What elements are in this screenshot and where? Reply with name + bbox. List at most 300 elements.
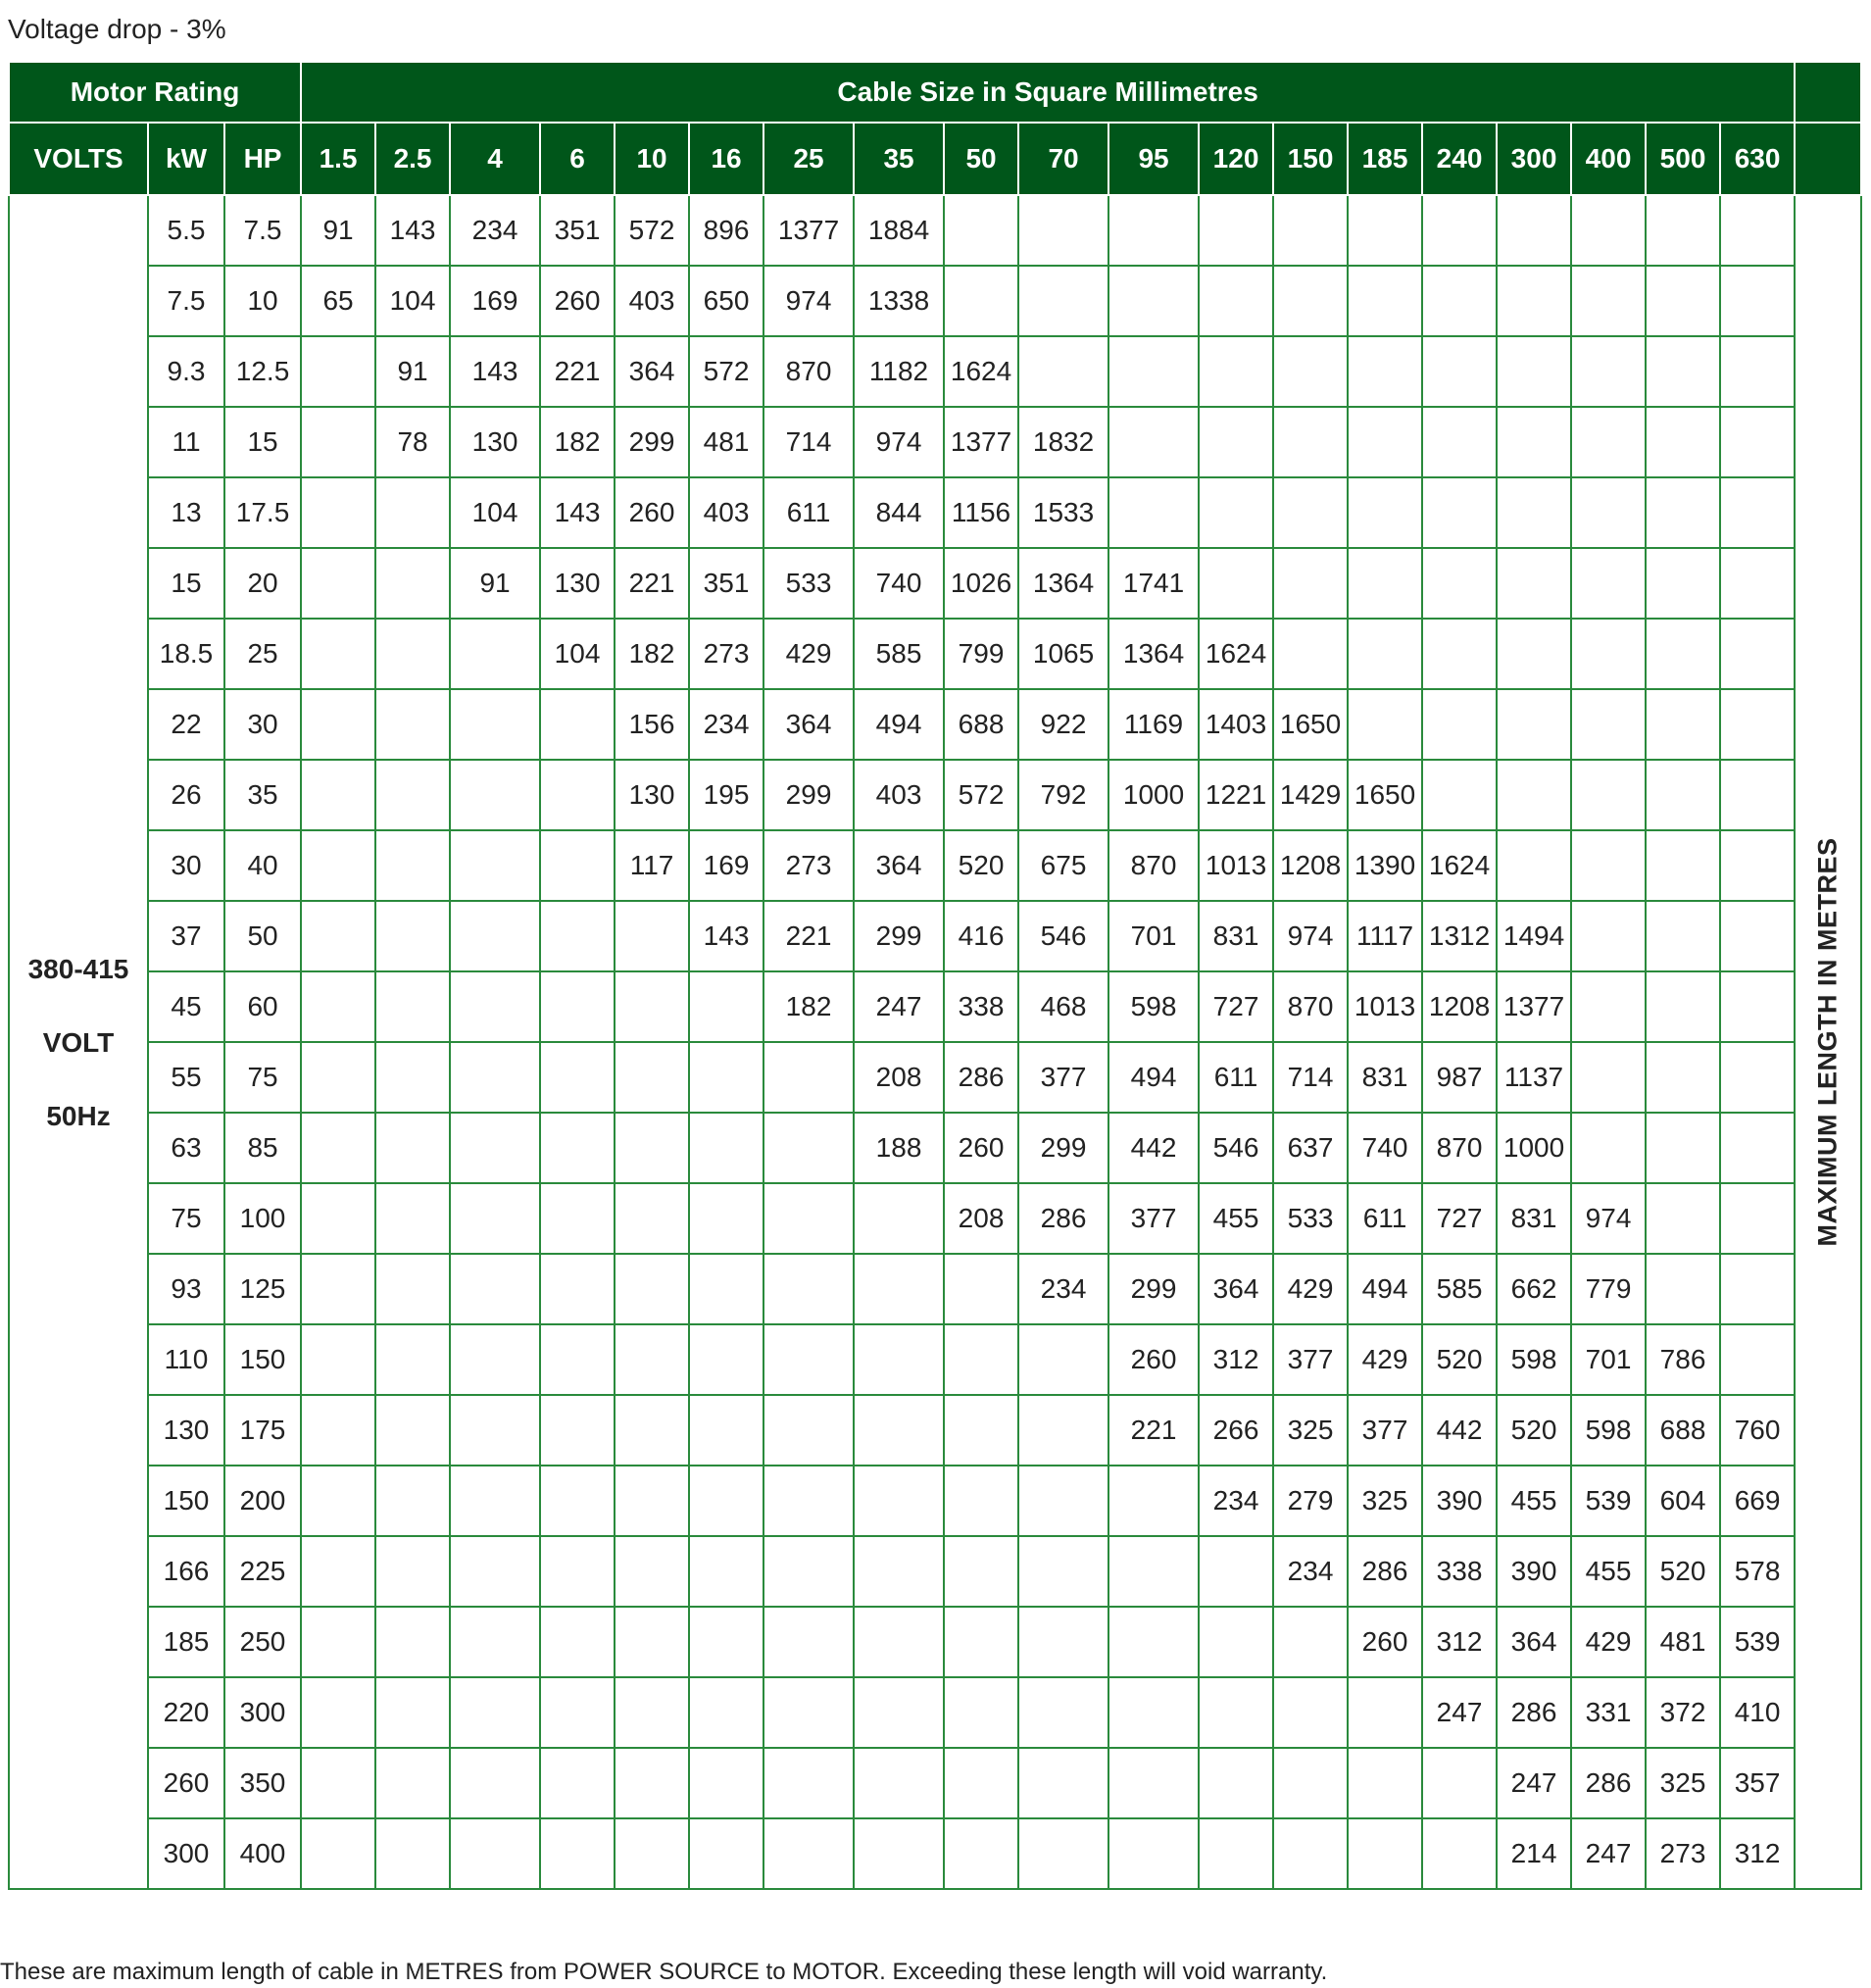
length-cell	[1646, 548, 1720, 619]
kw-cell: 7.5	[148, 266, 224, 336]
kw-cell: 63	[148, 1113, 224, 1183]
length-cell	[944, 1324, 1018, 1395]
length-cell	[301, 619, 375, 689]
length-cell	[301, 336, 375, 407]
length-cell	[763, 1113, 854, 1183]
length-cell: 974	[854, 407, 944, 477]
hp-cell: 250	[224, 1607, 301, 1677]
side-label-cell	[1795, 195, 1861, 1889]
cable-size-column-header: 95	[1108, 123, 1199, 195]
length-cell: 1429	[1273, 760, 1348, 830]
length-cell	[1720, 1254, 1795, 1324]
length-cell: 1533	[1018, 477, 1108, 548]
length-cell: 442	[1422, 1395, 1497, 1466]
length-cell	[1497, 689, 1571, 760]
length-cell: 143	[540, 477, 615, 548]
length-cell	[944, 195, 1018, 266]
length-cell: 364	[1497, 1607, 1571, 1677]
hp-cell: 150	[224, 1324, 301, 1395]
length-cell: 1013	[1348, 971, 1422, 1042]
length-cell	[540, 1395, 615, 1466]
length-cell: 572	[689, 336, 763, 407]
length-cell	[540, 1324, 615, 1395]
length-cell: 546	[1018, 901, 1108, 971]
length-cell	[540, 1607, 615, 1677]
length-cell: 312	[1720, 1818, 1795, 1889]
cable-size-column-header: 70	[1018, 123, 1108, 195]
length-cell: 234	[1273, 1536, 1348, 1607]
length-cell	[1571, 619, 1646, 689]
length-cell: 221	[763, 901, 854, 971]
table-row	[9, 1748, 1861, 1818]
length-cell	[375, 901, 450, 971]
hp-column-header: HP	[224, 123, 301, 195]
cable-size-column-header: 25	[763, 123, 854, 195]
length-cell	[1199, 1677, 1273, 1748]
length-cell: 377	[1108, 1183, 1199, 1254]
length-cell: 870	[763, 336, 854, 407]
length-cell	[1422, 689, 1497, 760]
length-cell	[1108, 1818, 1199, 1889]
kw-cell: 185	[148, 1607, 224, 1677]
length-cell	[1273, 407, 1348, 477]
length-cell: 208	[944, 1183, 1018, 1254]
motor-rating-header: Motor Rating	[9, 62, 301, 123]
hp-cell: 100	[224, 1183, 301, 1254]
length-cell	[1646, 689, 1720, 760]
length-cell: 896	[689, 195, 763, 266]
length-cell: 727	[1199, 971, 1273, 1042]
length-cell	[615, 1748, 689, 1818]
hp-cell: 10	[224, 266, 301, 336]
length-cell	[375, 1607, 450, 1677]
length-cell	[854, 1607, 944, 1677]
length-cell: 539	[1571, 1466, 1646, 1536]
length-cell: 372	[1646, 1677, 1720, 1748]
length-cell	[1018, 195, 1108, 266]
length-cell	[1571, 1113, 1646, 1183]
table-row	[9, 1254, 1861, 1324]
length-cell	[1422, 477, 1497, 548]
length-cell	[301, 1183, 375, 1254]
length-cell	[854, 1395, 944, 1466]
length-cell	[763, 1607, 854, 1677]
length-cell	[1497, 548, 1571, 619]
length-cell: 325	[1348, 1466, 1422, 1536]
length-cell: 78	[375, 407, 450, 477]
length-cell: 585	[854, 619, 944, 689]
length-cell	[854, 1748, 944, 1818]
length-cell	[1497, 830, 1571, 901]
length-cell	[1348, 619, 1422, 689]
hp-cell: 40	[224, 830, 301, 901]
table-row	[9, 195, 1861, 266]
length-cell: 870	[1422, 1113, 1497, 1183]
length-cell: 279	[1273, 1466, 1348, 1536]
length-cell: 286	[1497, 1677, 1571, 1748]
length-cell	[944, 266, 1018, 336]
length-cell	[450, 1113, 540, 1183]
kw-cell: 75	[148, 1183, 224, 1254]
kw-cell: 300	[148, 1818, 224, 1889]
length-cell	[375, 548, 450, 619]
length-cell	[301, 689, 375, 760]
length-cell: 377	[1273, 1324, 1348, 1395]
length-cell	[375, 1818, 450, 1889]
length-cell: 188	[854, 1113, 944, 1183]
length-cell	[1018, 1818, 1108, 1889]
length-cell	[1199, 1607, 1273, 1677]
table-row	[9, 1324, 1861, 1395]
length-cell	[375, 1677, 450, 1748]
length-cell: 922	[1018, 689, 1108, 760]
length-cell	[1108, 1536, 1199, 1607]
length-cell: 1650	[1273, 689, 1348, 760]
length-cell: 247	[1497, 1748, 1571, 1818]
length-cell: 214	[1497, 1818, 1571, 1889]
length-cell: 299	[854, 901, 944, 971]
length-cell: 740	[854, 548, 944, 619]
length-cell	[689, 1536, 763, 1607]
length-cell: 299	[763, 760, 854, 830]
cable-size-column-header: 300	[1497, 123, 1571, 195]
length-cell: 286	[1571, 1748, 1646, 1818]
length-cell: 234	[1199, 1466, 1273, 1536]
table-row	[9, 477, 1861, 548]
length-cell: 1013	[1199, 830, 1273, 901]
length-cell: 1338	[854, 266, 944, 336]
length-cell	[450, 971, 540, 1042]
cable-size-column-header: 1.5	[301, 123, 375, 195]
length-cell: 740	[1348, 1113, 1422, 1183]
length-cell	[540, 1183, 615, 1254]
length-cell	[1199, 1748, 1273, 1818]
length-cell: 481	[689, 407, 763, 477]
length-cell	[1646, 407, 1720, 477]
length-cell	[1422, 619, 1497, 689]
length-cell	[854, 1466, 944, 1536]
length-cell: 65	[301, 266, 375, 336]
length-cell: 182	[615, 619, 689, 689]
length-cell	[689, 1042, 763, 1113]
length-cell	[450, 1466, 540, 1536]
length-cell: 286	[1018, 1183, 1108, 1254]
length-cell	[375, 760, 450, 830]
length-cell	[375, 830, 450, 901]
length-cell	[540, 1113, 615, 1183]
length-cell: 143	[450, 336, 540, 407]
length-cell: 299	[1018, 1113, 1108, 1183]
length-cell	[301, 1395, 375, 1466]
length-cell	[375, 1395, 450, 1466]
hp-cell: 400	[224, 1818, 301, 1889]
length-cell: 390	[1497, 1536, 1571, 1607]
length-cell	[375, 1324, 450, 1395]
length-cell: 364	[1199, 1254, 1273, 1324]
table-row	[9, 760, 1861, 830]
length-cell: 416	[944, 901, 1018, 971]
kw-cell: 30	[148, 830, 224, 901]
length-cell	[1348, 477, 1422, 548]
length-cell: 974	[763, 266, 854, 336]
hp-cell: 35	[224, 760, 301, 830]
length-cell	[450, 1748, 540, 1818]
length-cell	[763, 1536, 854, 1607]
length-cell: 273	[689, 619, 763, 689]
length-cell: 481	[1646, 1607, 1720, 1677]
length-cell	[1720, 901, 1795, 971]
length-cell	[301, 1818, 375, 1889]
length-cell: 468	[1018, 971, 1108, 1042]
length-cell: 701	[1108, 901, 1199, 971]
length-cell	[450, 1042, 540, 1113]
kw-column-header: kW	[148, 123, 224, 195]
length-cell: 390	[1422, 1466, 1497, 1536]
length-cell: 299	[615, 407, 689, 477]
kw-cell: 18.5	[148, 619, 224, 689]
length-cell: 364	[763, 689, 854, 760]
length-cell: 1390	[1348, 830, 1422, 901]
length-cell	[1273, 1748, 1348, 1818]
length-cell: 598	[1497, 1324, 1571, 1395]
length-cell	[615, 1395, 689, 1466]
kw-cell: 45	[148, 971, 224, 1042]
length-cell	[1018, 1536, 1108, 1607]
length-cell: 546	[1199, 1113, 1273, 1183]
length-cell: 572	[944, 760, 1018, 830]
length-cell: 637	[1273, 1113, 1348, 1183]
length-cell	[540, 830, 615, 901]
length-cell: 260	[615, 477, 689, 548]
length-cell: 91	[375, 336, 450, 407]
length-cell: 429	[1571, 1607, 1646, 1677]
length-cell	[1108, 477, 1199, 548]
table-row	[9, 1677, 1861, 1748]
hp-cell: 125	[224, 1254, 301, 1324]
table-row	[9, 689, 1861, 760]
length-cell	[1646, 619, 1720, 689]
length-cell	[1348, 1748, 1422, 1818]
length-cell: 611	[1348, 1183, 1422, 1254]
length-cell	[301, 760, 375, 830]
length-cell	[540, 1042, 615, 1113]
length-cell	[615, 1113, 689, 1183]
length-cell: 533	[763, 548, 854, 619]
length-cell	[615, 1324, 689, 1395]
table-row	[9, 548, 1861, 619]
length-cell	[1497, 336, 1571, 407]
hp-cell: 25	[224, 619, 301, 689]
length-cell	[944, 1818, 1018, 1889]
length-cell: 701	[1571, 1324, 1646, 1395]
hp-cell: 15	[224, 407, 301, 477]
length-cell	[1108, 336, 1199, 407]
length-cell	[1199, 548, 1273, 619]
length-cell	[1108, 266, 1199, 336]
length-cell	[1571, 901, 1646, 971]
kw-cell: 150	[148, 1466, 224, 1536]
kw-cell: 11	[148, 407, 224, 477]
length-cell: 611	[1199, 1042, 1273, 1113]
length-cell	[1273, 1818, 1348, 1889]
length-cell	[301, 477, 375, 548]
length-cell	[1348, 407, 1422, 477]
kw-cell: 5.5	[148, 195, 224, 266]
length-cell	[763, 1748, 854, 1818]
length-cell	[944, 1466, 1018, 1536]
cable-size-column-header: 50	[944, 123, 1018, 195]
length-cell: 182	[763, 971, 854, 1042]
length-cell	[615, 901, 689, 971]
length-cell: 403	[615, 266, 689, 336]
kw-cell: 166	[148, 1536, 224, 1607]
length-cell: 572	[615, 195, 689, 266]
length-cell	[1646, 1254, 1720, 1324]
length-cell	[1018, 1677, 1108, 1748]
length-cell: 377	[1348, 1395, 1422, 1466]
length-cell	[1422, 266, 1497, 336]
cable-size-column-header: 2.5	[375, 123, 450, 195]
length-cell	[1646, 971, 1720, 1042]
length-cell	[450, 1536, 540, 1607]
length-cell: 234	[689, 689, 763, 760]
length-cell	[1018, 1607, 1108, 1677]
length-cell: 429	[1348, 1324, 1422, 1395]
length-cell: 714	[1273, 1042, 1348, 1113]
length-cell	[450, 830, 540, 901]
length-cell	[689, 1466, 763, 1536]
length-cell	[1108, 1466, 1199, 1536]
table-caption: Voltage drop - 3%	[8, 14, 226, 44]
length-cell: 1494	[1497, 901, 1571, 971]
length-cell: 182	[540, 407, 615, 477]
length-cell	[301, 407, 375, 477]
table-row	[9, 1818, 1861, 1889]
length-cell	[1571, 1042, 1646, 1113]
length-cell	[301, 1113, 375, 1183]
length-cell	[1646, 195, 1720, 266]
length-cell	[540, 1818, 615, 1889]
length-cell: 1377	[944, 407, 1018, 477]
length-cell: 799	[944, 619, 1018, 689]
length-cell	[1273, 1677, 1348, 1748]
length-cell: 494	[1108, 1042, 1199, 1113]
length-cell	[1720, 1042, 1795, 1113]
footnote: These are maximum length of cable in METRES from POWER SOURCE to MOTOR. Exceeding these length will void warranty.	[0, 1959, 1328, 1985]
length-cell: 1624	[944, 336, 1018, 407]
cable-size-column-header: 4	[450, 123, 540, 195]
length-cell	[540, 1254, 615, 1324]
length-cell: 338	[1422, 1536, 1497, 1607]
length-cell	[615, 1042, 689, 1113]
length-cell: 1832	[1018, 407, 1108, 477]
length-cell	[1571, 760, 1646, 830]
length-cell	[450, 1183, 540, 1254]
length-cell: 1884	[854, 195, 944, 266]
length-cell	[763, 1254, 854, 1324]
length-cell	[375, 619, 450, 689]
length-cell	[1571, 266, 1646, 336]
length-cell: 779	[1571, 1254, 1646, 1324]
length-cell	[763, 1324, 854, 1395]
length-cell	[854, 1536, 944, 1607]
length-cell: 169	[450, 266, 540, 336]
length-cell	[1646, 830, 1720, 901]
length-cell: 650	[689, 266, 763, 336]
length-cell	[1646, 336, 1720, 407]
length-cell	[540, 1536, 615, 1607]
length-cell	[689, 971, 763, 1042]
length-cell	[1497, 407, 1571, 477]
length-cell	[375, 1042, 450, 1113]
table-row	[9, 407, 1861, 477]
table-row	[9, 336, 1861, 407]
length-cell	[1199, 336, 1273, 407]
length-cell	[1720, 1183, 1795, 1254]
length-cell	[1571, 477, 1646, 548]
length-cell	[450, 1395, 540, 1466]
length-cell: 130	[615, 760, 689, 830]
length-cell	[1348, 548, 1422, 619]
length-cell	[1720, 477, 1795, 548]
length-cell	[944, 1536, 1018, 1607]
length-cell	[1199, 195, 1273, 266]
length-cell	[301, 1536, 375, 1607]
max-length-label: MAXIMUM LENGTH IN METRES	[1812, 837, 1843, 1247]
kw-cell: 15	[148, 548, 224, 619]
length-cell: 494	[1348, 1254, 1422, 1324]
length-cell: 338	[944, 971, 1018, 1042]
length-cell: 357	[1720, 1748, 1795, 1818]
length-cell: 675	[1018, 830, 1108, 901]
length-cell: 688	[944, 689, 1018, 760]
kw-cell: 9.3	[148, 336, 224, 407]
length-cell	[1646, 266, 1720, 336]
length-cell: 520	[1646, 1536, 1720, 1607]
length-cell	[1720, 619, 1795, 689]
table-row	[9, 1113, 1861, 1183]
cable-size-column-header: 500	[1646, 123, 1720, 195]
length-cell	[375, 1183, 450, 1254]
length-cell: 234	[1018, 1254, 1108, 1324]
length-cell	[689, 1677, 763, 1748]
length-cell	[1108, 407, 1199, 477]
length-cell: 455	[1497, 1466, 1571, 1536]
length-cell	[689, 1324, 763, 1395]
length-cell: 1065	[1018, 619, 1108, 689]
length-cell	[1273, 195, 1348, 266]
length-cell	[1720, 830, 1795, 901]
length-cell	[1720, 336, 1795, 407]
length-cell: 533	[1273, 1183, 1348, 1254]
length-cell: 429	[1273, 1254, 1348, 1324]
kw-cell: 22	[148, 689, 224, 760]
length-cell: 1000	[1497, 1113, 1571, 1183]
length-cell	[1497, 195, 1571, 266]
length-cell	[301, 1466, 375, 1536]
length-cell: 662	[1497, 1254, 1571, 1324]
length-cell	[1422, 407, 1497, 477]
voltage-cell	[9, 195, 148, 1889]
length-cell: 987	[1422, 1042, 1497, 1113]
length-cell	[1422, 760, 1497, 830]
length-cell: 1208	[1422, 971, 1497, 1042]
length-cell: 104	[540, 619, 615, 689]
length-cell	[944, 1254, 1018, 1324]
length-cell	[1646, 901, 1720, 971]
cable-size-column-header: 35	[854, 123, 944, 195]
hp-cell: 17.5	[224, 477, 301, 548]
